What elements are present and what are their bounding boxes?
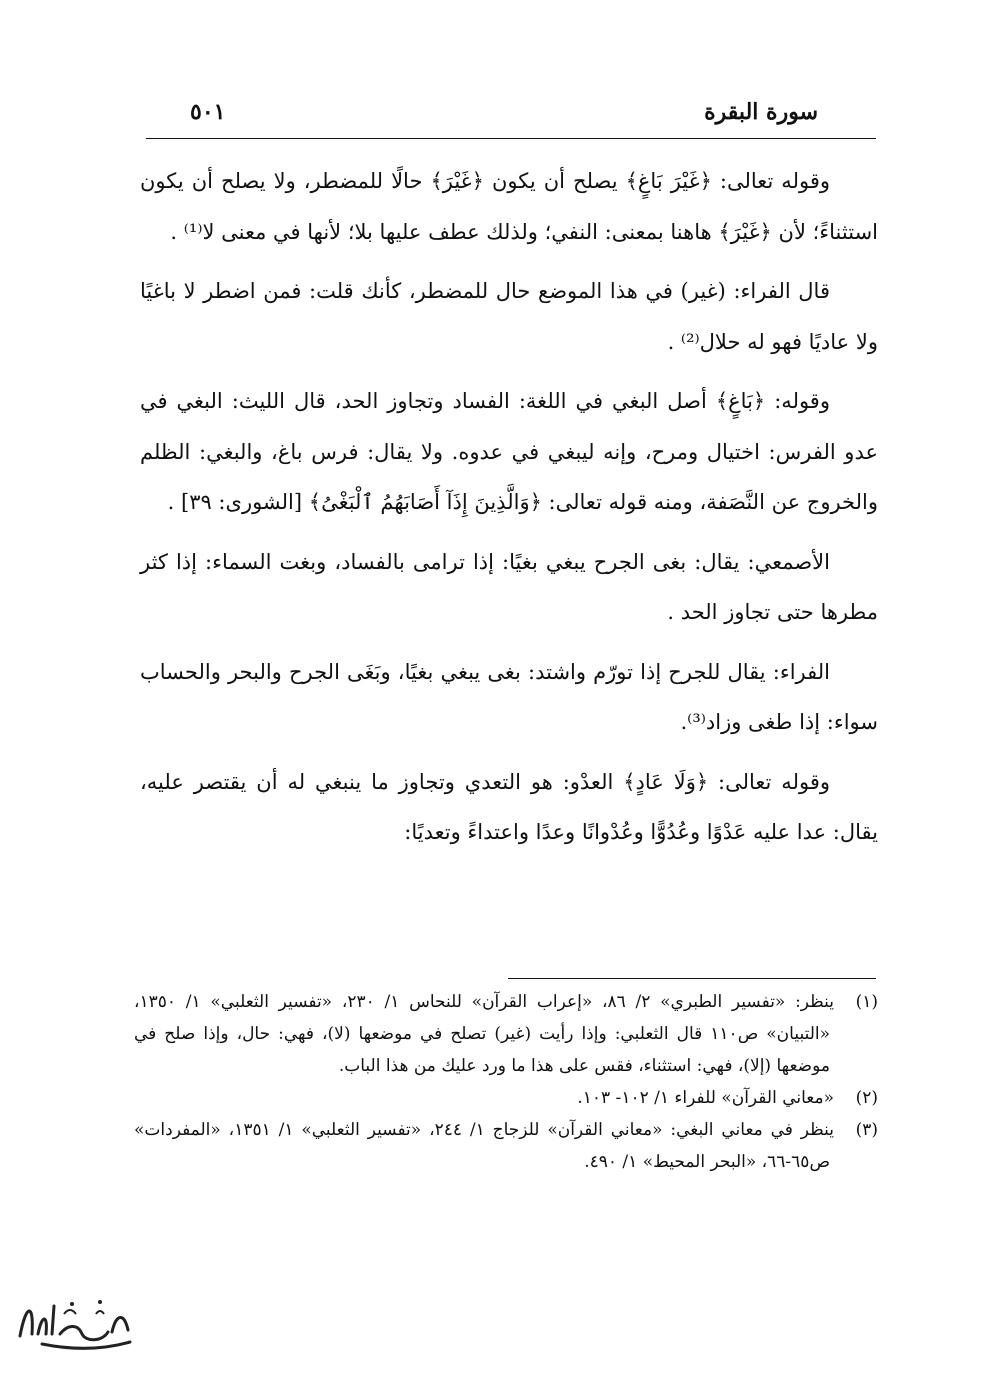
footnote-text: ينظر في معاني البغي: «معاني القرآن» للزجاج ١/ ٢٤٤، «تفسير الثعلبي» ١/ ١٣٥١، «المفردات» ص٦٥-٦٦، «البحر المحيط» ١/ ٤٩٠. (134, 1120, 834, 1172)
surah-title: سورة البقرة (704, 99, 818, 125)
page-number: ٥٠١ (190, 99, 226, 125)
page-header (190, 92, 818, 132)
calligraphy-logo-icon (12, 1284, 140, 1360)
main-text (140, 156, 878, 867)
watermark-logo (12, 1284, 140, 1360)
paragraph: الفراء: يقال للجرح إذا تورّم واشتد: بغى يبغي بغيًا، وبَغَى الجرح والبحر والحساب سواء: إذا طغى وزاد⁽³⁾. (140, 659, 878, 734)
footnote-text: ينظر: «تفسير الطبري» ٢/ ٨٦، «إعراب القرآن» للنحاس ١/ ٢٣٠، «تفسير الثعلبي» ١/ ١٣٥٠، «التبيان» ص١١٠ قال الثعلبي: وإذا رأيت (غير) تصلح في موضعها (لا)، فهي: حال، وإذا صلح في موضعها (إلا)، فهي: استثناء، فقس على هذا ما ورد عليك من هذا الباب. (134, 992, 834, 1076)
paragraph: وقوله تعالى: ﴿وَلَا عَادٍ﴾ العدْو: هو التعدي وتجاوز ما ينبغي له أن يقتصر عليه، يقال: عدا عليه عَدْوًا وعُدُوًّا وعُدْوانًا وعدًا واعتداءً وتعديًا: (140, 769, 878, 844)
paragraph: الأصمعي: يقال: بغى الجرح يبغي بغيًا: إذا ترامى بالفساد، وبغت السماء: إذا كثر مطرها حتى تجاوز الحد . (140, 549, 878, 624)
footnote-number: (٣) (855, 1120, 878, 1140)
footnote-separator (508, 978, 876, 979)
paragraph: قال الفراء: (غير) في هذا الموضع حال للمضطر، كأنك قلت: فمن اضطر لا باغيًا ولا عاديًا فهو له حلال⁽²⁾ . (140, 279, 878, 354)
footnote-number: (١) (855, 992, 878, 1012)
footnotes (134, 986, 878, 1178)
paragraph: وقوله تعالى: ﴿غَيْرَ بَاغٍ﴾ يصلح أن يكون ﴿غَيْرَ﴾ حالًا للمضطر، ولا يصلح أن يكون استثناءً؛ لأن ﴿غَيْرَ﴾ هاهنا بمعنى: النفي؛ ولذلك عطف عليها بلا؛ لأنها في معنى لا⁽¹⁾ . (140, 169, 878, 244)
footnote-number: (٢) (855, 1088, 878, 1108)
footnote-text: «معاني القرآن» للفراء ١/ ١٠٢- ١٠٣. (577, 1088, 834, 1108)
paragraph: وقوله: ﴿بَاغٍ﴾ أصل البغي في اللغة: الفساد وتجاوز الحد، قال الليث: البغي في عدو الفرس: اختيال ومرح، وإنه ليبغي في عدوه. ولا يقال: فرس باغ، والبغي: الظلم والخروج عن النَّصَفة، ومنه قوله تعالى: ﴿وَالَّذِينَ إِذَآ أَصَابَهُمُ ٱلْبَغْىُ﴾ [الشورى: ٣٩] . (140, 389, 878, 514)
footnote (134, 986, 878, 1082)
header-rule (146, 138, 876, 139)
footnote (134, 1114, 878, 1178)
footnote (134, 1082, 878, 1114)
